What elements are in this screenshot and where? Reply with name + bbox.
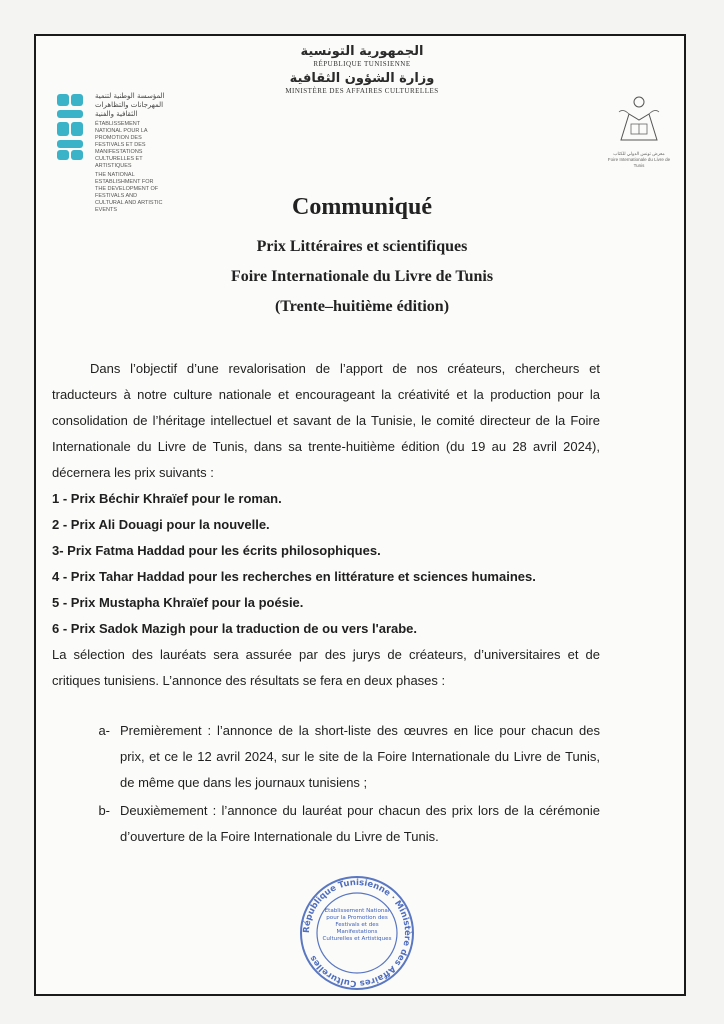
book-fair-logo [604, 90, 674, 169]
stamp-ring-text: République Tunisienne · Ministère des Affaires Culturelles [301, 877, 413, 989]
header-ministry: MINISTÈRE DES AFFAIRES CULTURELLES [285, 87, 439, 95]
phase-item [52, 718, 600, 796]
ministry-header [0, 44, 724, 96]
book-fair-caption: Foire Internationale du Livre de Tunis [607, 157, 671, 168]
institution-english-name: THE NATIONAL ESTABLISHMENT FOR THE DEVELOPMENT OF FESTIVALS AND CULTURAL AND ARTISTIC EVENTS [95, 172, 163, 213]
institution-logo-icon [55, 92, 87, 162]
subtitle-block [0, 232, 724, 322]
phase-list [52, 718, 600, 850]
book-fair-arabic-caption: معرض تونس الدولي للكتاب [613, 151, 665, 156]
phase-letter: a- [98, 723, 110, 738]
prize-item: 6 - Prix Sadok Mazigh pour la traduction de ou vers l'arabe. [52, 621, 418, 636]
book-fair-emblem-icon [611, 90, 667, 146]
subtitle-fair: Foire Internationale du Livre de Tunis [230, 268, 494, 285]
phase-item [52, 798, 600, 850]
communique-body [52, 356, 600, 852]
institution-french-name: ÉTABLISSEMENT NATIONAL POUR LA PROMOTION DES FESTIVALS ET DES MANIFESTATIONS CULTURELLES ET ARTISTIQUES [95, 121, 148, 169]
prize-list [52, 486, 600, 642]
prize-item: 1 - Prix Béchir Khraïef pour le roman. [52, 491, 282, 506]
prize-item: 2 - Prix Ali Douagi pour la nouvelle. [52, 517, 270, 532]
prize-item: 4 - Prix Tahar Haddad pour les recherches en littérature et sciences humaines. [52, 569, 536, 584]
header-arabic-ministry: وزارة الشؤون الثقافية [289, 71, 435, 86]
subtitle-edition: (Trente–huitième édition) [274, 298, 450, 315]
subtitle-prizes: Prix Littéraires et scientifiques [256, 238, 468, 255]
prize-item: 3- Prix Fatma Haddad pour les écrits philosophiques. [52, 543, 381, 558]
header-republic: RÉPUBLIQUE TUNISIENNE [313, 60, 411, 68]
institution-arabic-name: المؤسسة الوطنية لتنمية المهرجانات والتظاهرات الثقافية والفنية [95, 92, 165, 118]
closing-paragraph: La sélection des lauréats sera assurée par des jurys de créateurs, d’universitaires et de critiques tunisiens. L’annonce des résultats se fera en deux phases : [52, 647, 600, 688]
stamp-center-text: Etablissement National pour la Promotion des Festivals et des Manifestations Culturelles et Artistiques [322, 908, 392, 942]
intro-paragraph: Dans l’objectif d’une revalorisation de l’apport de nos créateurs, chercheurs et traducteurs à notre culture nationale et encourageant la créativité et la production pour la consolidation de l’héritage intellectuel et savant de la Tunisie, le comité directeur de la Foire Internationale du Livre de Tunis, dans sa trente-huitième édition (du 19 au 28 avril 2024), décernera les prix suivants : [52, 361, 600, 480]
header-arabic-republic: الجمهورية التونسية [300, 44, 424, 59]
page-title: Communiqué [291, 194, 433, 220]
phase-text: Premièrement : l’annonce de la short-liste des œuvres en lice pour chacun des prix, et ce le 12 avril 2024, sur le site de la Foire Internationale du Livre de Tunis, de même que dans les journaux tunisiens ; [120, 723, 600, 790]
prize-item: 5 - Prix Mustapha Khraïef pour la poésie. [52, 595, 304, 610]
phase-letter: b- [98, 803, 110, 818]
phase-text: Deuxièmement : l’annonce du lauréat pour chacun des prix lors de la cérémonie d’ouverture de la Foire Internationale du Livre de Tunis. [120, 803, 600, 844]
official-stamp [292, 874, 422, 992]
